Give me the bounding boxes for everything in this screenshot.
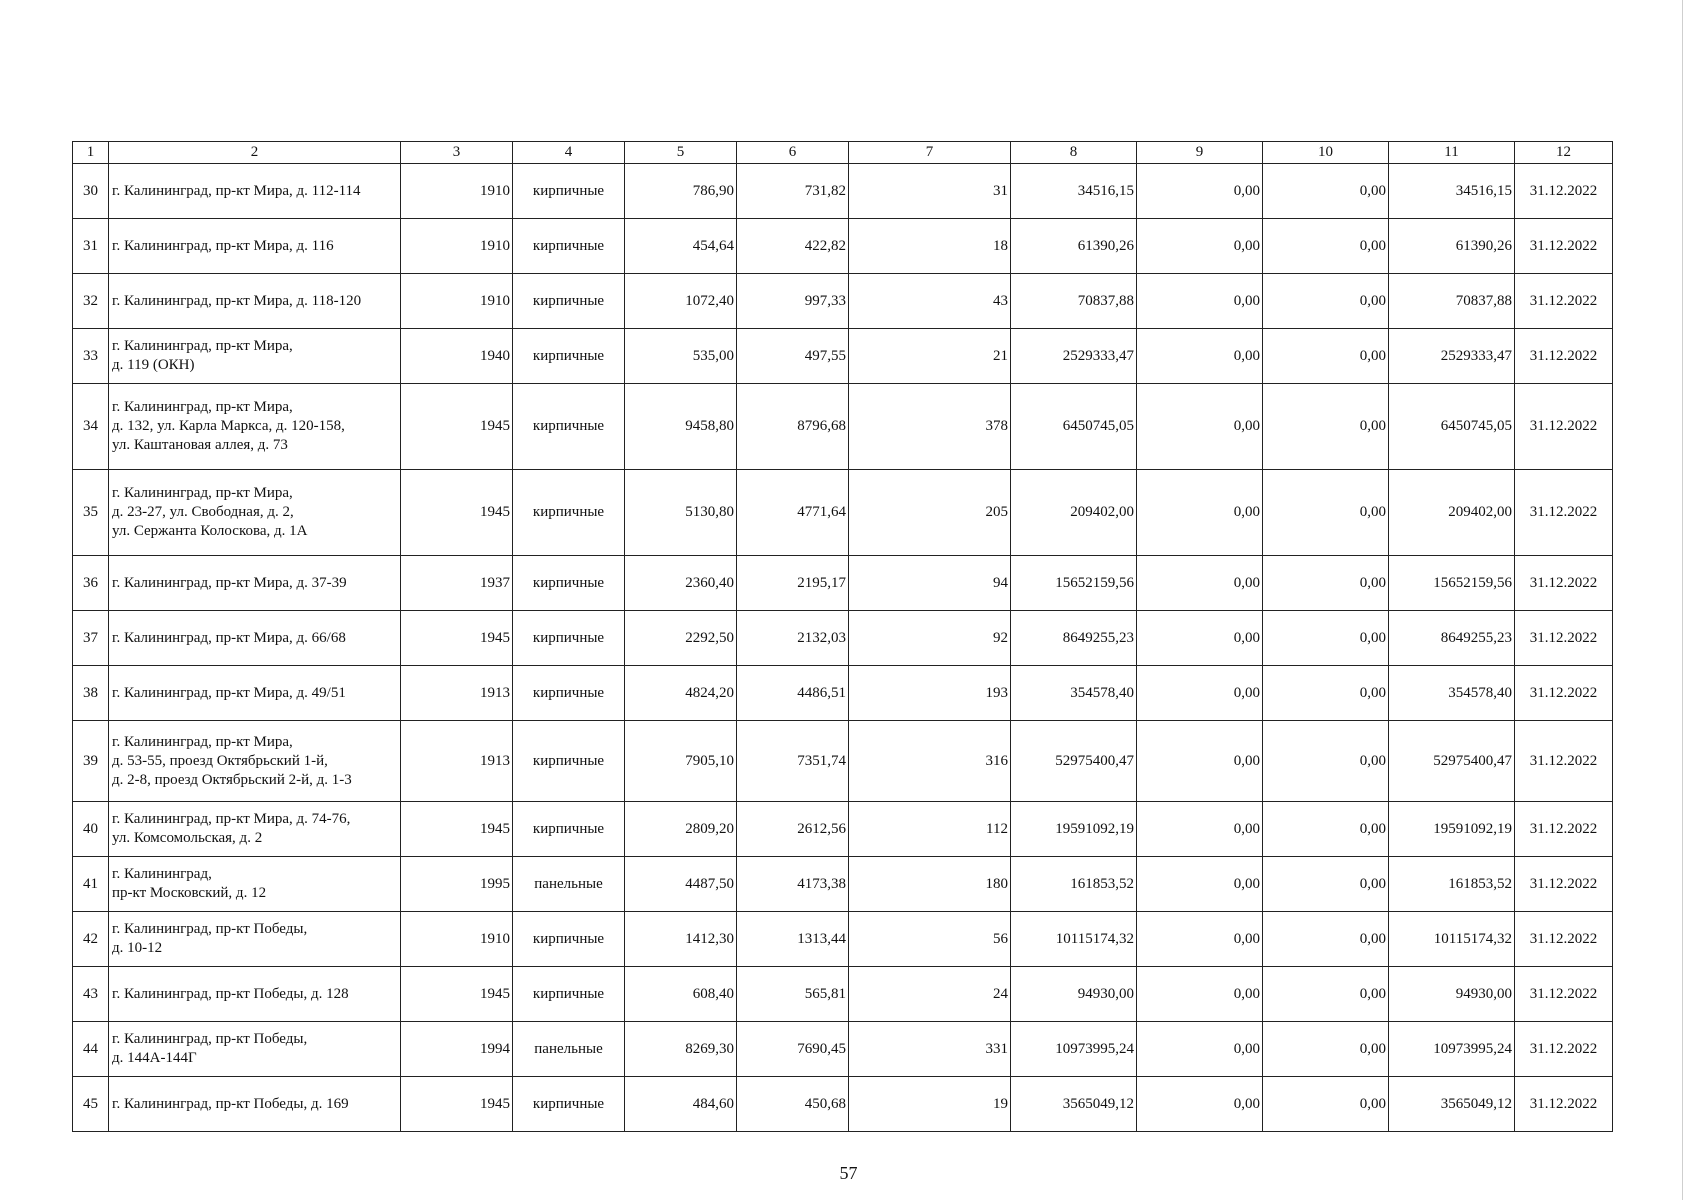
address-line: г. Калининград, — [112, 866, 212, 882]
row-number-cell: 42 — [73, 912, 109, 967]
table-row — [73, 611, 1613, 666]
page-number: 57 — [839, 1163, 858, 1183]
wall-material-cell: кирпичные — [513, 556, 625, 611]
address-cell — [109, 666, 401, 721]
year-cell: 1910 — [401, 219, 513, 274]
table-row — [73, 721, 1613, 802]
date-cell: 31.12.2022 — [1515, 274, 1613, 329]
year-cell: 1910 — [401, 912, 513, 967]
col8-value-cell: 70837,88 — [1011, 274, 1137, 329]
year-cell: 1937 — [401, 556, 513, 611]
header-cell: 1 — [73, 142, 109, 164]
table-row — [73, 329, 1613, 384]
col7-value-cell: 19 — [849, 1077, 1011, 1132]
col9-value-cell: 0,00 — [1137, 967, 1263, 1022]
col6-value-cell: 7690,45 — [737, 1022, 849, 1077]
address-cell — [109, 164, 401, 219]
table-row — [73, 967, 1613, 1022]
col10-value-cell: 0,00 — [1263, 274, 1389, 329]
col7-value-cell: 193 — [849, 666, 1011, 721]
date-cell: 31.12.2022 — [1515, 1022, 1613, 1077]
col7-value-cell: 316 — [849, 721, 1011, 802]
col8-value-cell: 354578,40 — [1011, 666, 1137, 721]
header-cell: 11 — [1389, 142, 1515, 164]
row-number-cell: 32 — [73, 274, 109, 329]
year-cell: 1945 — [401, 1077, 513, 1132]
row-number-cell: 38 — [73, 666, 109, 721]
col7-value-cell: 331 — [849, 1022, 1011, 1077]
year-cell: 1913 — [401, 666, 513, 721]
row-number-cell: 35 — [73, 470, 109, 556]
col11-value-cell: 61390,26 — [1389, 219, 1515, 274]
col9-value-cell: 0,00 — [1137, 470, 1263, 556]
year-cell: 1910 — [401, 274, 513, 329]
address-cell — [109, 912, 401, 967]
col7-value-cell: 43 — [849, 274, 1011, 329]
col6-value-cell: 450,68 — [737, 1077, 849, 1132]
col7-value-cell: 24 — [849, 967, 1011, 1022]
table-row — [73, 857, 1613, 912]
col7-value-cell: 31 — [849, 164, 1011, 219]
col10-value-cell: 0,00 — [1263, 329, 1389, 384]
address-line: г. Калининград, пр-кт Мира, д. 74-76, — [112, 811, 351, 827]
row-number-cell: 33 — [73, 329, 109, 384]
wall-material-cell: кирпичные — [513, 329, 625, 384]
col5-value-cell: 5130,80 — [625, 470, 737, 556]
col5-value-cell: 7905,10 — [625, 721, 737, 802]
col6-value-cell: 997,33 — [737, 274, 849, 329]
address-line: ул. Комсомольская, д. 2 — [112, 830, 263, 846]
address-cell — [109, 721, 401, 802]
col5-value-cell: 786,90 — [625, 164, 737, 219]
address-cell — [109, 1077, 401, 1132]
col11-value-cell: 354578,40 — [1389, 666, 1515, 721]
wall-material-cell: кирпичные — [513, 384, 625, 470]
table-row — [73, 556, 1613, 611]
col6-value-cell: 4486,51 — [737, 666, 849, 721]
col8-value-cell: 94930,00 — [1011, 967, 1137, 1022]
date-cell: 31.12.2022 — [1515, 1077, 1613, 1132]
col7-value-cell: 21 — [849, 329, 1011, 384]
col8-value-cell: 8649255,23 — [1011, 611, 1137, 666]
col8-value-cell: 2529333,47 — [1011, 329, 1137, 384]
address-line: г. Калининград, пр-кт Мира, д. 37-39 — [112, 574, 347, 591]
address-line: д. 53-55, проезд Октябрьский 1-й, — [112, 752, 328, 769]
col5-value-cell: 2360,40 — [625, 556, 737, 611]
row-number-cell: 40 — [73, 802, 109, 857]
date-cell: 31.12.2022 — [1515, 470, 1613, 556]
address-line: д. 132, ул. Карла Маркса, д. 120-158, — [112, 418, 345, 434]
col6-value-cell: 8796,68 — [737, 384, 849, 470]
col5-value-cell: 4487,50 — [625, 857, 737, 912]
col10-value-cell: 0,00 — [1263, 470, 1389, 556]
address-cell — [109, 329, 401, 384]
address-cell — [109, 470, 401, 556]
table-row — [73, 1077, 1613, 1132]
table-row — [73, 274, 1613, 329]
col9-value-cell: 0,00 — [1137, 802, 1263, 857]
address-cell — [109, 1022, 401, 1077]
col9-value-cell: 0,00 — [1137, 384, 1263, 470]
col5-value-cell: 2809,20 — [625, 802, 737, 857]
col9-value-cell: 0,00 — [1137, 556, 1263, 611]
year-cell: 1945 — [401, 470, 513, 556]
date-cell: 31.12.2022 — [1515, 721, 1613, 802]
header-cell: 4 — [513, 142, 625, 164]
col8-value-cell: 61390,26 — [1011, 219, 1137, 274]
table-row — [73, 1022, 1613, 1077]
wall-material-cell: панельные — [513, 1022, 625, 1077]
col9-value-cell: 0,00 — [1137, 912, 1263, 967]
address-cell — [109, 219, 401, 274]
col8-value-cell: 10973995,24 — [1011, 1022, 1137, 1077]
row-number-cell: 39 — [73, 721, 109, 802]
wall-material-cell: кирпичные — [513, 666, 625, 721]
address-line: д. 23-27, ул. Свободная, д. 2, — [112, 504, 294, 520]
col6-value-cell: 2195,17 — [737, 556, 849, 611]
address-cell — [109, 802, 401, 857]
address-line: г. Калининград, пр-кт Мира, — [112, 399, 293, 415]
table-row — [73, 470, 1613, 556]
year-cell: 1910 — [401, 164, 513, 219]
address-line: г. Калининград, пр-кт Мира, — [112, 733, 293, 750]
col7-value-cell: 94 — [849, 556, 1011, 611]
table-row — [73, 666, 1613, 721]
col5-value-cell: 8269,30 — [625, 1022, 737, 1077]
col5-value-cell: 1072,40 — [625, 274, 737, 329]
col11-value-cell: 70837,88 — [1389, 274, 1515, 329]
col10-value-cell: 0,00 — [1263, 967, 1389, 1022]
wall-material-cell: кирпичные — [513, 721, 625, 802]
table-row — [73, 912, 1613, 967]
col9-value-cell: 0,00 — [1137, 329, 1263, 384]
date-cell: 31.12.2022 — [1515, 329, 1613, 384]
column-number-row — [73, 142, 1613, 164]
address-line: г. Калининград, пр-кт Мира, д. 116 — [112, 237, 334, 254]
row-number-cell: 45 — [73, 1077, 109, 1132]
address-line: г. Калининград, пр-кт Победы, — [112, 921, 308, 937]
col10-value-cell: 0,00 — [1263, 802, 1389, 857]
row-number-cell: 31 — [73, 219, 109, 274]
address-line: г. Калининград, пр-кт Победы, д. 128 — [112, 985, 349, 1002]
header-cell: 5 — [625, 142, 737, 164]
address-line: г. Калининград, пр-кт Мира, д. 66/68 — [112, 629, 346, 646]
col11-value-cell: 19591092,19 — [1389, 802, 1515, 857]
address-line: г. Калининград, пр-кт Мира, — [112, 338, 293, 354]
date-cell: 31.12.2022 — [1515, 967, 1613, 1022]
header-cell: 9 — [1137, 142, 1263, 164]
row-number-cell: 34 — [73, 384, 109, 470]
year-cell: 1994 — [401, 1022, 513, 1077]
date-cell: 31.12.2022 — [1515, 611, 1613, 666]
page-right-edge-line — [1682, 0, 1683, 1200]
col9-value-cell: 0,00 — [1137, 1077, 1263, 1132]
date-cell: 31.12.2022 — [1515, 164, 1613, 219]
address-cell — [109, 967, 401, 1022]
header-cell: 7 — [849, 142, 1011, 164]
col6-value-cell: 731,82 — [737, 164, 849, 219]
year-cell: 1945 — [401, 967, 513, 1022]
col5-value-cell: 608,40 — [625, 967, 737, 1022]
row-number-cell: 41 — [73, 857, 109, 912]
col8-value-cell: 209402,00 — [1011, 470, 1137, 556]
header-cell: 6 — [737, 142, 849, 164]
col6-value-cell: 565,81 — [737, 967, 849, 1022]
col11-value-cell: 3565049,12 — [1389, 1077, 1515, 1132]
col9-value-cell: 0,00 — [1137, 666, 1263, 721]
col10-value-cell: 0,00 — [1263, 721, 1389, 802]
wall-material-cell: кирпичные — [513, 912, 625, 967]
col11-value-cell: 10973995,24 — [1389, 1022, 1515, 1077]
date-cell: 31.12.2022 — [1515, 666, 1613, 721]
col6-value-cell: 2612,56 — [737, 802, 849, 857]
col8-value-cell: 6450745,05 — [1011, 384, 1137, 470]
wall-material-cell: кирпичные — [513, 967, 625, 1022]
row-number-cell: 36 — [73, 556, 109, 611]
address-line: пр-кт Московский, д. 12 — [112, 885, 267, 901]
header-cell: 10 — [1263, 142, 1389, 164]
header-cell: 2 — [109, 142, 401, 164]
header-cell: 12 — [1515, 142, 1613, 164]
col5-value-cell: 2292,50 — [625, 611, 737, 666]
col5-value-cell: 454,64 — [625, 219, 737, 274]
wall-material-cell: кирпичные — [513, 274, 625, 329]
col10-value-cell: 0,00 — [1263, 857, 1389, 912]
col6-value-cell: 7351,74 — [737, 721, 849, 802]
col11-value-cell: 94930,00 — [1389, 967, 1515, 1022]
address-line: д. 2-8, проезд Октябрьский 2-й, д. 1-3 — [112, 771, 352, 788]
address-line: д. 144А-144Г — [112, 1050, 197, 1066]
col7-value-cell: 112 — [849, 802, 1011, 857]
col7-value-cell: 180 — [849, 857, 1011, 912]
table-row — [73, 384, 1613, 470]
wall-material-cell: кирпичные — [513, 219, 625, 274]
address-line: д. 10-12 — [112, 940, 163, 956]
col10-value-cell: 0,00 — [1263, 164, 1389, 219]
year-cell: 1940 — [401, 329, 513, 384]
col10-value-cell: 0,00 — [1263, 611, 1389, 666]
table-row — [73, 164, 1613, 219]
col10-value-cell: 0,00 — [1263, 666, 1389, 721]
col11-value-cell: 6450745,05 — [1389, 384, 1515, 470]
header-cell: 3 — [401, 142, 513, 164]
col11-value-cell: 161853,52 — [1389, 857, 1515, 912]
address-line: г. Калининград, пр-кт Мира, д. 49/51 — [112, 684, 346, 701]
col6-value-cell: 1313,44 — [737, 912, 849, 967]
row-number-cell: 43 — [73, 967, 109, 1022]
address-line: д. 119 (ОКН) — [112, 357, 195, 373]
col9-value-cell: 0,00 — [1137, 219, 1263, 274]
col6-value-cell: 497,55 — [737, 329, 849, 384]
col10-value-cell: 0,00 — [1263, 1077, 1389, 1132]
date-cell: 31.12.2022 — [1515, 857, 1613, 912]
col6-value-cell: 2132,03 — [737, 611, 849, 666]
col11-value-cell: 34516,15 — [1389, 164, 1515, 219]
col11-value-cell: 10115174,32 — [1389, 912, 1515, 967]
col11-value-cell: 15652159,56 — [1389, 556, 1515, 611]
address-cell — [109, 857, 401, 912]
table-row — [73, 219, 1613, 274]
address-cell — [109, 611, 401, 666]
address-cell — [109, 274, 401, 329]
wall-material-cell: кирпичные — [513, 470, 625, 556]
table-row — [73, 802, 1613, 857]
col7-value-cell: 56 — [849, 912, 1011, 967]
date-cell: 31.12.2022 — [1515, 219, 1613, 274]
col9-value-cell: 0,00 — [1137, 1022, 1263, 1077]
col5-value-cell: 1412,30 — [625, 912, 737, 967]
col7-value-cell: 18 — [849, 219, 1011, 274]
year-cell: 1995 — [401, 857, 513, 912]
address-line: ул. Сержанта Колоскова, д. 1А — [112, 523, 308, 539]
col11-value-cell: 8649255,23 — [1389, 611, 1515, 666]
col6-value-cell: 4771,64 — [737, 470, 849, 556]
col10-value-cell: 0,00 — [1263, 1022, 1389, 1077]
col11-value-cell: 52975400,47 — [1389, 721, 1515, 802]
date-cell: 31.12.2022 — [1515, 556, 1613, 611]
col8-value-cell: 161853,52 — [1011, 857, 1137, 912]
address-line: г. Калининград, пр-кт Мира, д. 112-114 — [112, 182, 361, 199]
row-number-cell: 44 — [73, 1022, 109, 1077]
col9-value-cell: 0,00 — [1137, 857, 1263, 912]
col8-value-cell: 52975400,47 — [1011, 721, 1137, 802]
year-cell: 1945 — [401, 802, 513, 857]
address-line: ул. Каштановая аллея, д. 73 — [112, 437, 288, 453]
col7-value-cell: 92 — [849, 611, 1011, 666]
header-cell: 8 — [1011, 142, 1137, 164]
housing-register-table — [72, 141, 1613, 1132]
row-number-cell: 37 — [73, 611, 109, 666]
col11-value-cell: 2529333,47 — [1389, 329, 1515, 384]
col5-value-cell: 535,00 — [625, 329, 737, 384]
col9-value-cell: 0,00 — [1137, 721, 1263, 802]
year-cell: 1945 — [401, 384, 513, 470]
address-line: г. Калининград, пр-кт Мира, д. 118-120 — [112, 292, 362, 309]
col5-value-cell: 4824,20 — [625, 666, 737, 721]
wall-material-cell: кирпичные — [513, 802, 625, 857]
col6-value-cell: 4173,38 — [737, 857, 849, 912]
col9-value-cell: 0,00 — [1137, 611, 1263, 666]
date-cell: 31.12.2022 — [1515, 912, 1613, 967]
col9-value-cell: 0,00 — [1137, 274, 1263, 329]
address-cell — [109, 556, 401, 611]
year-cell: 1913 — [401, 721, 513, 802]
col5-value-cell: 484,60 — [625, 1077, 737, 1132]
wall-material-cell: панельные — [513, 857, 625, 912]
wall-material-cell: кирпичные — [513, 611, 625, 666]
date-cell: 31.12.2022 — [1515, 384, 1613, 470]
address-line: г. Калининград, пр-кт Победы, д. 169 — [112, 1095, 349, 1112]
col8-value-cell: 15652159,56 — [1011, 556, 1137, 611]
wall-material-cell: кирпичные — [513, 1077, 625, 1132]
col10-value-cell: 0,00 — [1263, 384, 1389, 470]
col7-value-cell: 205 — [849, 470, 1011, 556]
col8-value-cell: 19591092,19 — [1011, 802, 1137, 857]
address-line: г. Калининград, пр-кт Мира, — [112, 485, 293, 501]
col10-value-cell: 0,00 — [1263, 219, 1389, 274]
col8-value-cell: 34516,15 — [1011, 164, 1137, 219]
col10-value-cell: 0,00 — [1263, 556, 1389, 611]
address-line: г. Калининград, пр-кт Победы, — [112, 1031, 308, 1047]
col6-value-cell: 422,82 — [737, 219, 849, 274]
col8-value-cell: 3565049,12 — [1011, 1077, 1137, 1132]
col9-value-cell: 0,00 — [1137, 164, 1263, 219]
wall-material-cell: кирпичные — [513, 164, 625, 219]
year-cell: 1945 — [401, 611, 513, 666]
col8-value-cell: 10115174,32 — [1011, 912, 1137, 967]
col5-value-cell: 9458,80 — [625, 384, 737, 470]
row-number-cell: 30 — [73, 164, 109, 219]
col10-value-cell: 0,00 — [1263, 912, 1389, 967]
date-cell: 31.12.2022 — [1515, 802, 1613, 857]
col7-value-cell: 378 — [849, 384, 1011, 470]
col11-value-cell: 209402,00 — [1389, 470, 1515, 556]
address-cell — [109, 384, 401, 470]
